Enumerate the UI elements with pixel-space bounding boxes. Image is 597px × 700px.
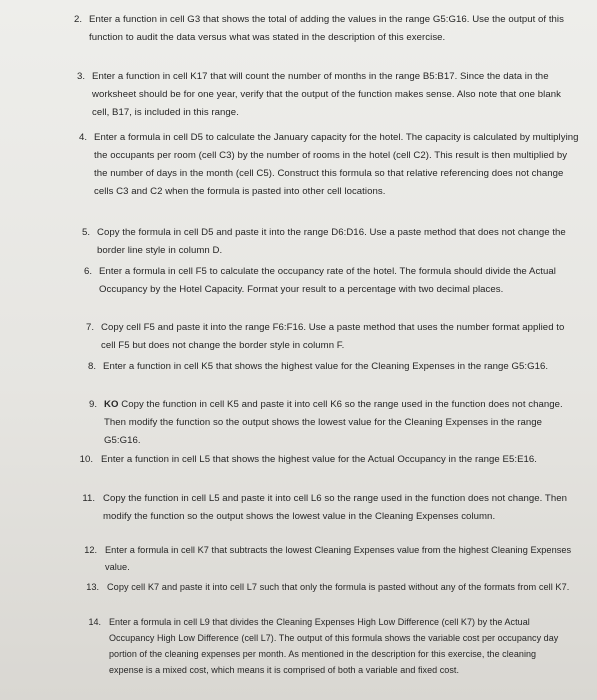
item-text: Enter a formula in cell K7 that subtracts the lowest Cleaning Expenses value from the highest Cleaning Expenses value.	[105, 545, 572, 572]
item-number: 13.	[86, 582, 99, 592]
item-text: Copy cell F5 and paste it into the range F6:F16. Use a paste method that uses the number format applied to cell F5 but does not change the border style in column F.	[101, 322, 565, 351]
item-number: 4.	[78, 132, 87, 143]
item-number: 9.	[88, 399, 97, 410]
instruction-item-10	[77, 451, 577, 469]
item-text-body: Copy the function in cell K5 and paste it into cell K6 so the range used in the function does not change. Then modify the function so the output shows the lowest value for the Cleaning Expenses in the range G5:G16.	[104, 399, 563, 446]
item-text: Enter a function in cell L5 that shows the highest value for the Actual Occupancy in the range E5:E16.	[101, 454, 538, 465]
instruction-item-9	[77, 396, 578, 450]
instruction-item-2	[62, 11, 574, 47]
item-text: Enter a function in cell G3 that shows the total of adding the values in the range G5:G16. Use the output of this function to audit the data versus what was stated in the description of this exercise.	[89, 14, 564, 43]
item-text: Enter a function in cell K17 that will count the number of months in the range B5:B17. Since the data in the worksheet should be for one year, verify that the output of the function makes sense. Also note that one blank cell, B17, is included in this range.	[92, 71, 561, 118]
instruction-item-12	[81, 542, 575, 576]
instruction-item-13	[83, 579, 574, 596]
bold-prefix: KO	[104, 399, 119, 410]
item-number: 3.	[76, 71, 85, 82]
item-number: 6.	[83, 266, 92, 277]
item-number: 5.	[81, 227, 90, 238]
instruction-item-7	[74, 319, 578, 355]
instruction-item-3	[65, 68, 577, 122]
item-number: 8.	[87, 361, 96, 372]
instruction-item-4	[67, 129, 579, 201]
instruction-item-14	[85, 614, 573, 678]
item-number: 14.	[88, 617, 101, 627]
instruction-item-8	[76, 358, 578, 376]
item-text: Copy cell K7 and paste it into cell L7 such that only the formula is pasted without any of the formats from cell K7.	[107, 582, 570, 592]
item-number: 11.	[82, 493, 95, 504]
instruction-item-5	[70, 224, 576, 260]
item-text: Enter a formula in cell F5 to calculate the occupancy rate of the hotel. The formula should divide the Actual Occupancy by the Hotel Capacity. Format your result to a percentage with two decimal places.	[99, 266, 556, 295]
item-number: 7.	[85, 322, 94, 333]
item-text: Enter a formula in cell L9 that divides the Cleaning Expenses High Low Difference (cell K7) by the Actual Occupancy High Low Difference (cell L7). The output of this formula shows the variable cost per occupancy day portion of the cleaning expenses per month. As mentioned in the description for this exercise, the cleaning expense is a mixed cost, which means it is comprised of both a variable and fixed cost.	[109, 617, 559, 675]
item-number: 10.	[79, 454, 93, 465]
item-text	[104, 396, 578, 450]
item-number: 2.	[73, 14, 82, 25]
item-text: Copy the formula in cell D5 and paste it into the range D6:D16. Use a paste method that does not change the border line style in column D.	[97, 227, 566, 256]
item-number: 12.	[84, 545, 97, 555]
item-text: Enter a function in cell K5 that shows the highest value for the Cleaning Expenses in the range G5:G16.	[103, 361, 549, 372]
instruction-item-11	[79, 490, 576, 526]
item-text: Enter a formula in cell D5 to calculate the January capacity for the hotel. The capacity is calculated by multiplying the occupants per room (cell C3) by the number of rooms in the hotel (cell C2). This result is then multiplied by the number of days in the month (cell C5). Construct this formula so that relative referencing does not change cells C3 and C2 when the formula is pasted into other cell locations.	[94, 132, 579, 197]
instruction-item-6	[72, 263, 578, 299]
item-text: Copy the function in cell L5 and paste it into cell L6 so the range used in the function does not change. Then modify the function so the output shows the lowest value in the Cleaning Expenses column.	[103, 493, 568, 522]
